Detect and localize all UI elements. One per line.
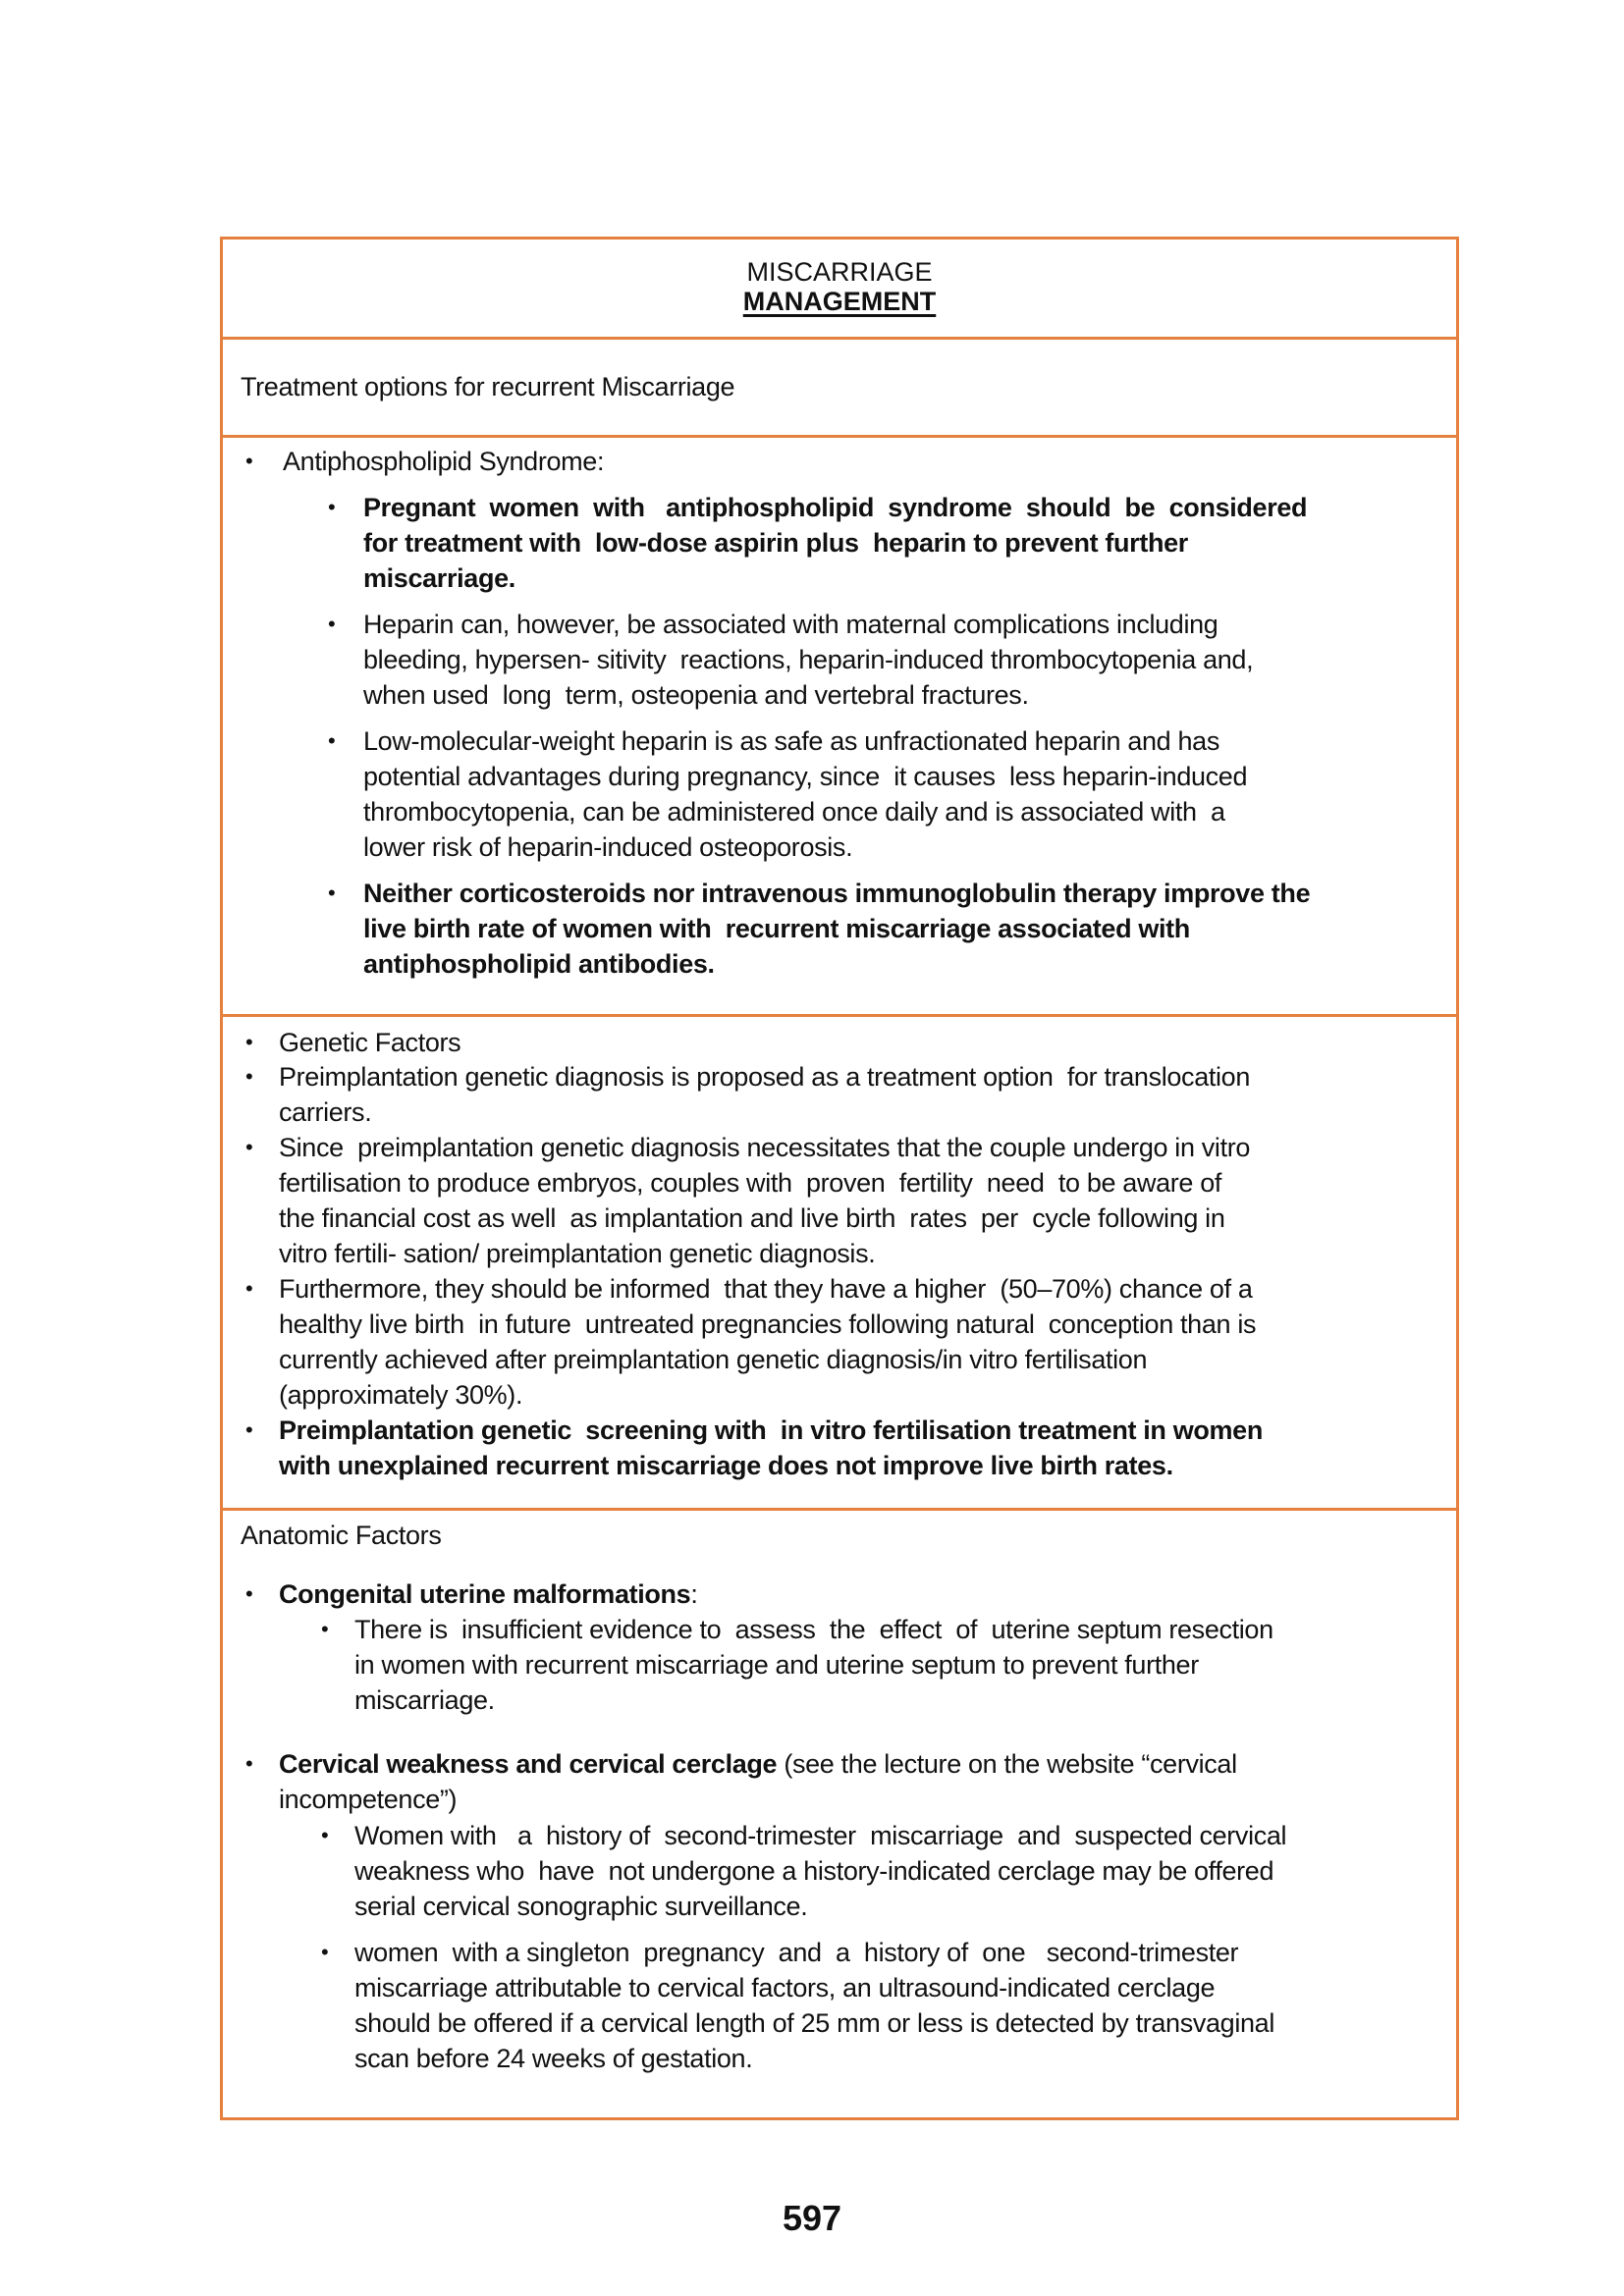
genetic-section (223, 1017, 1456, 1508)
cervical-sub1-line: serial cervical sonographic surveillance. (354, 1892, 808, 1921)
cervical-sub2-line: should be offered if a cervical length of 25 mm or less is detected by transvaginal (354, 2008, 1274, 2038)
cervical-heading: Cervical weakness and cervical cerclage (279, 1749, 778, 1779)
bullet-icon: • (321, 1940, 329, 1964)
anatomic-heading: Anatomic Factors (241, 1521, 442, 1550)
bullet-icon: • (245, 1751, 253, 1776)
genetic-item-line: fertilisation to produce embryos, couples with proven fertility need to be aware of (279, 1168, 1222, 1198)
header-row (223, 240, 1456, 337)
bullet-icon: • (328, 881, 336, 905)
bullet-icon: • (245, 1030, 253, 1054)
section-intro: Treatment options for recurrent Miscarriage (241, 372, 735, 401)
aps-item-4-line: live birth rate of women with recurrent miscarriage associated with (363, 914, 1190, 943)
genetic-item-line: currently achieved after preimplantation genetic diagnosis/in vitro fertilisation (279, 1345, 1148, 1374)
genetic-item-line: vitro fertili- sation/ preimplantation genetic diagnosis. (279, 1239, 876, 1268)
aps-item-1-line: miscarriage. (363, 563, 515, 593)
cervical-heading-suffix: (see the lecture on the website “cervical (777, 1749, 1237, 1779)
aps-item-3-line: Low-molecular-weight heparin is as safe as unfractionated heparin and has (363, 726, 1219, 756)
cervical-sub2-line: miscarriage attributable to cervical factors, an ultrasound-indicated cerclage (354, 1973, 1216, 2002)
bullet-icon: • (245, 449, 253, 473)
aps-item-4-line: antiphospholipid antibodies. (363, 949, 715, 979)
content-table (220, 237, 1459, 2120)
genetic-item-line: Preimplantation genetic diagnosis is proposed as a treatment option for translocation (279, 1062, 1250, 1092)
bullet-icon: • (328, 728, 336, 753)
page-title: MISCARRIAGE (746, 257, 933, 287)
anatomic-section (223, 1511, 1456, 2120)
cervical-sub2-line: women with a singleton pregnancy and a history of one second-trimester (354, 1938, 1239, 1967)
page-subtitle (223, 287, 1456, 316)
genetic-heading: Genetic Factors (279, 1028, 461, 1057)
aps-item-3-line: thrombocytopenia, can be administered once daily and is associated with a (363, 797, 1225, 827)
aps-item-2-line: bleeding, hypersen- sitivity reactions, heparin-induced thrombocytopenia and, (363, 645, 1254, 674)
bullet-icon: • (245, 1417, 253, 1442)
aps-item-1-line: for treatment with low-dose aspirin plus heparin to prevent further (363, 528, 1188, 558)
congenital-sub-line: There is insufficient evidence to assess the effect of uterine septum resection (354, 1615, 1273, 1644)
subheader-row (223, 340, 1456, 435)
aps-item-3-line: lower risk of heparin-induced osteoporosis. (363, 832, 853, 862)
bullet-icon: • (328, 612, 336, 636)
cervical-sub1-line: Women with a history of second-trimester miscarriage and suspected cervical (354, 1821, 1287, 1850)
genetic-item-line: Furthermore, they should be informed that they have a higher (50–70%) chance of a (279, 1274, 1253, 1304)
aps-item-1-line: Pregnant women with antiphospholipid syndrome should be considered (363, 493, 1308, 522)
congenital-heading-suffix: : (690, 1579, 698, 1609)
aps-item-4-line: Neither corticosteroids nor intravenous immunoglobulin therapy improve the (363, 879, 1311, 908)
congenital-sub-line: in women with recurrent miscarriage and uterine septum to prevent further (354, 1650, 1199, 1680)
cervical-heading-line2: incompetence”) (279, 1785, 458, 1814)
aps-item-2-line: Heparin can, however, be associated with maternal complications including (363, 610, 1218, 639)
bullet-icon: • (245, 1135, 253, 1159)
cervical-sub2-line: scan before 24 weeks of gestation. (354, 2044, 753, 2073)
cervical-sub1-line: weakness who have not undergone a history-indicated cerclage may be offered (354, 1856, 1274, 1886)
cervical-heading-line (279, 1749, 1237, 1779)
bullet-icon: • (321, 1823, 329, 1847)
genetic-item-line: Preimplantation genetic screening with in vitro fertilisation treatment in women (279, 1415, 1263, 1445)
genetic-item-line: Since preimplantation genetic diagnosis necessitates that the couple undergo in vitro (279, 1133, 1251, 1162)
aps-heading: Antiphospholipid Syndrome: (283, 447, 605, 476)
bullet-icon: • (321, 1617, 329, 1641)
congenital-heading-line (279, 1579, 698, 1609)
genetic-item-line: with unexplained recurrent miscarriage does not improve live birth rates. (279, 1451, 1173, 1480)
congenital-sub-line: miscarriage. (354, 1685, 495, 1715)
genetic-item-line: (approximately 30%). (279, 1380, 523, 1410)
bullet-icon: • (328, 495, 336, 519)
genetic-item-line: healthy live birth in future untreated pregnancies following natural conception than is (279, 1309, 1257, 1339)
bullet-icon: • (245, 1276, 253, 1301)
bullet-icon: • (245, 1581, 253, 1606)
bullet-icon: • (245, 1064, 253, 1089)
aps-item-3-line: potential advantages during pregnancy, since it causes less heparin-induced (363, 762, 1248, 791)
page-subtitle-text: MANAGEMENT (742, 287, 937, 316)
aps-item-2-line: when used long term, osteopenia and vertebral fractures. (363, 680, 1029, 710)
genetic-item-line: carriers. (279, 1097, 372, 1127)
aps-section (223, 438, 1456, 1014)
genetic-item-line: the financial cost as well as implantation and live birth rates per cycle following in (279, 1203, 1225, 1233)
page-number: 597 (782, 2198, 842, 2238)
congenital-heading: Congenital uterine malformations (279, 1579, 691, 1609)
